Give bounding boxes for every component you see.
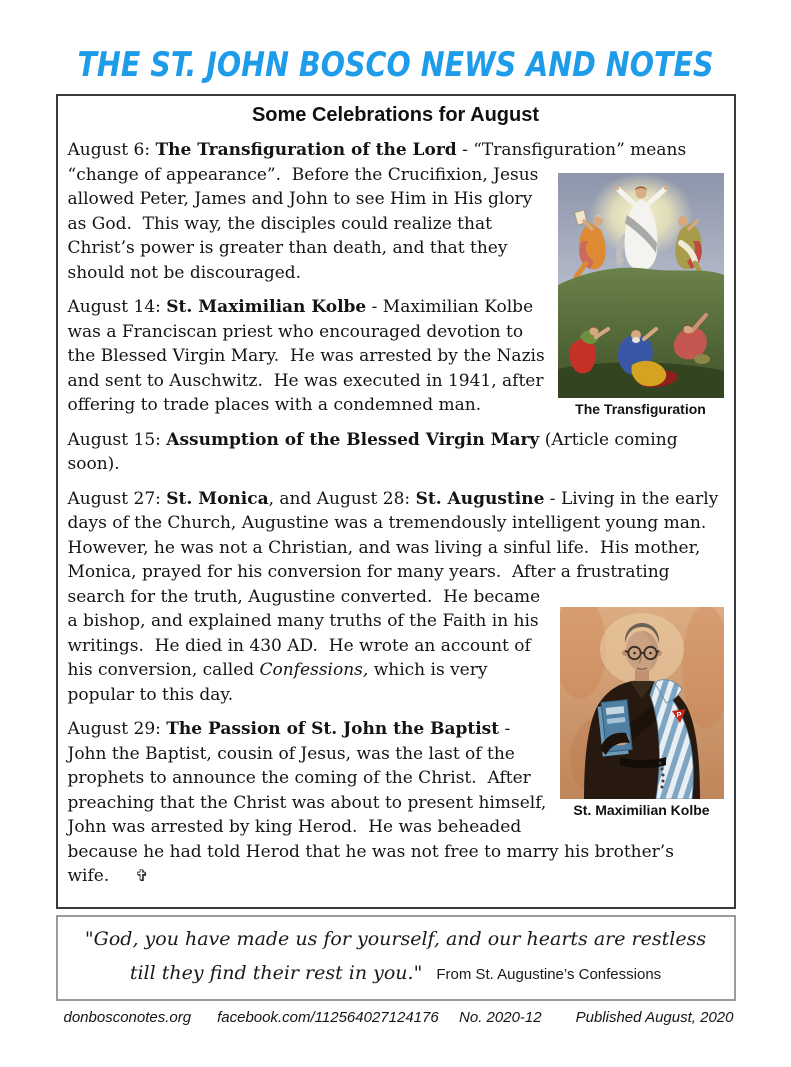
kolbe-caption: St. Maximilian Kolbe	[573, 801, 710, 818]
kolbe-figure	[560, 607, 724, 819]
article-body-2: which is very popular to this day.	[67, 660, 493, 705]
article-date: August 15:	[67, 429, 167, 450]
quote-text: till they find their rest in you."	[129, 962, 423, 984]
article-body: - “Transfiguration” means “change of appearance”. Before the Crucifixion, Jesus allowed Peter, James and John to see Him in His glory as God. This way, the disciples could realize that Christ’s power is greater than death, and that they should not be discouraged.	[67, 140, 692, 283]
article-body: - Living in the early days of the Church, Augustine was a tremendously intelligent young man. However, he was not a Christian, and was living a sinful life. His mother, Monica, prayed for his conversion for many years. After a frustrating search for the truth, Augustine converted. He became a bishop, and explained many truths of the Faith in his writings. He died in 430 AD. He wrote an account of his conversion, called	[67, 488, 724, 680]
article-aug-15	[68, 428, 724, 477]
quote-line-1: "God, you have made us for yourself, and our hearts are restless	[84, 928, 707, 950]
article-body: - Maximilian Kolbe was a Franciscan priest who encouraged devotion to the Blessed Virgin Mary. He was arrested by the Nazis and sent to Auschwitz. He was executed in 1941, after offering to trade places with a condemned man.	[67, 297, 551, 415]
quote-attribution: From St. Augustine’s Confessions	[436, 966, 662, 983]
article-mid: , and August 28:	[268, 488, 416, 509]
transfiguration-painting-image	[558, 173, 724, 398]
transfiguration-caption: The Transfiguration	[575, 401, 706, 417]
article-date: August 6:	[67, 140, 156, 160]
article-date: August 14:	[67, 297, 167, 317]
footer-issue-number: No. 2020-12	[459, 1009, 542, 1026]
article-feast-2: St. Augustine	[415, 488, 545, 509]
article-body: (Article coming soon).	[67, 429, 683, 474]
article-feast: St. Monica	[166, 488, 269, 509]
article-date: August 29:	[67, 719, 167, 739]
section-heading: Some Celebrations for August	[251, 104, 540, 126]
book-title: Confessions,	[259, 660, 369, 680]
newsletter-box	[56, 94, 736, 909]
article-date: August 27:	[67, 488, 167, 509]
quote-line-2	[66, 961, 726, 987]
footer	[56, 1009, 736, 1026]
article-body: - John the Baptist, cousin of Jesus, was the last of the prophets to announce the coming of the Christ. After preaching that the Christ was about to present himself, John was arrested by king Herod. He was beheaded because he had told Herod that he was not free to marry his brother’s wife.	[67, 719, 680, 886]
cross-icon: ✞	[135, 866, 149, 885]
transfiguration-figure	[558, 173, 724, 418]
article-feast: The Transfiguration of the Lord	[155, 140, 457, 160]
article-feast: Assumption of the Blessed Virgin Mary	[166, 429, 540, 450]
footer-facebook-link[interactable]: facebook.com/112564027124176	[217, 1009, 439, 1026]
footer-website-link[interactable]: donbosconotes.org	[63, 1009, 192, 1026]
page-title: THE ST. JOHN BOSCO NEWS AND NOTES	[77, 45, 714, 85]
kolbe-portrait-image	[560, 607, 724, 799]
prisoner-badge-letter: P	[675, 709, 682, 719]
quote-box	[56, 915, 736, 1001]
article-feast: St. Maximilian Kolbe	[166, 297, 367, 317]
article-feast: The Passion of St. John the Baptist	[166, 719, 500, 739]
footer-published-date: Published August, 2020	[575, 1009, 734, 1026]
